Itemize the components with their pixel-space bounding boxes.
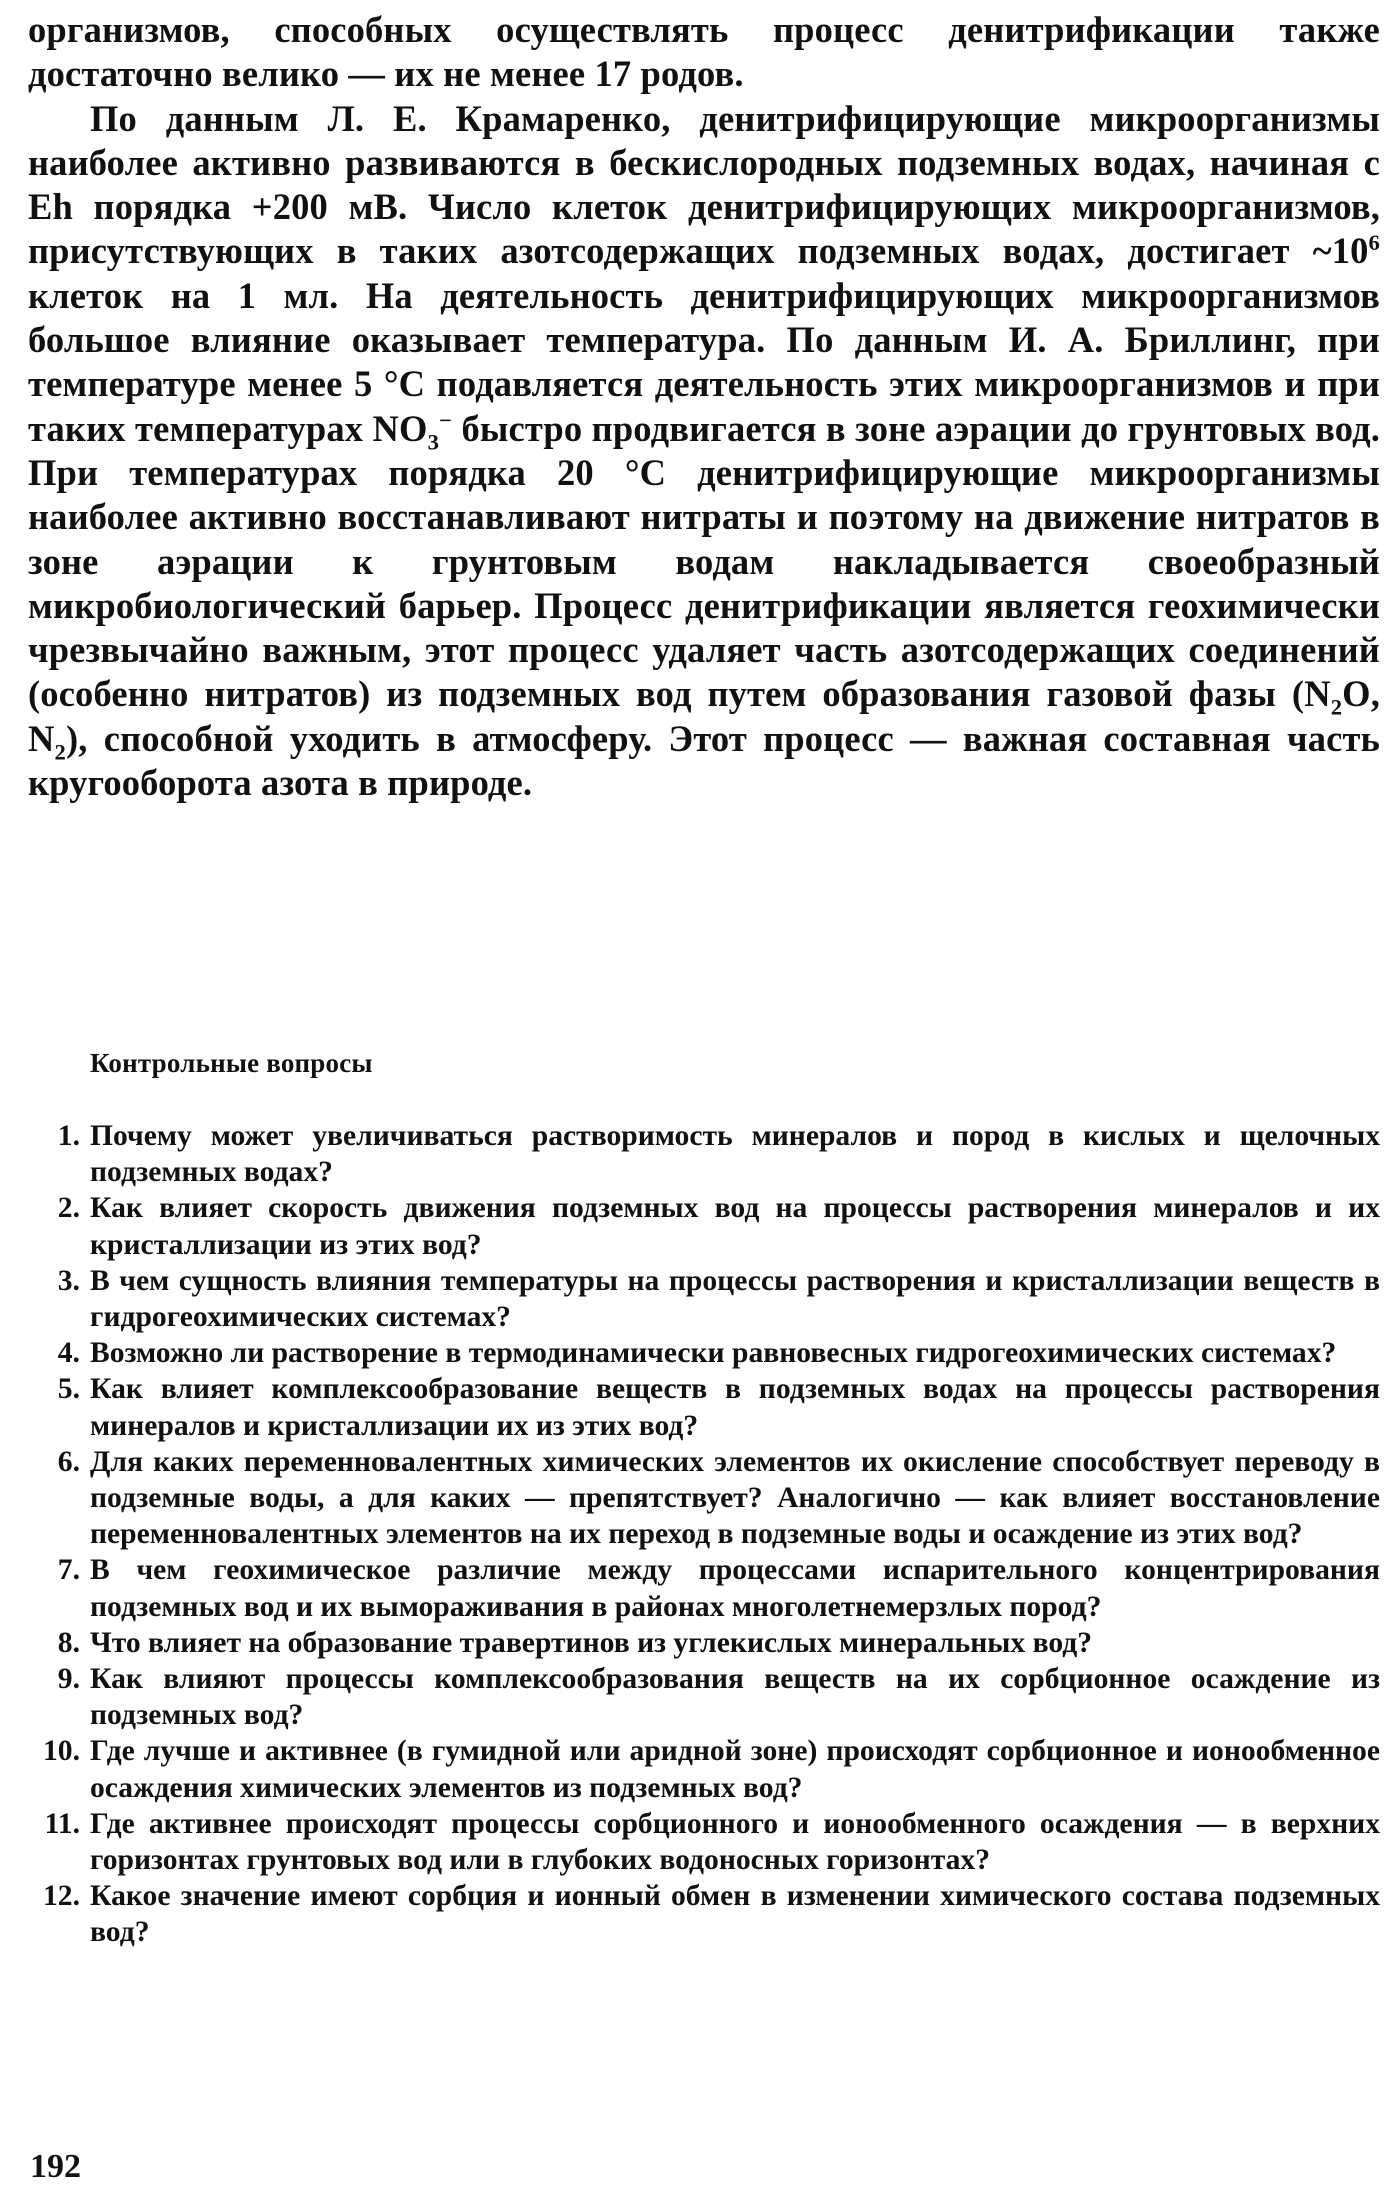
- question-number: 8.: [57, 1626, 80, 1659]
- question-item: [28, 1335, 1380, 1371]
- body-text: [28, 8, 1380, 805]
- paragraph-text: O, N: [28, 673, 1380, 759]
- question-text: Как влияет комплексообразование веществ в подземных водах на процессы растворения минералов и кристаллизации их из этих вод?: [90, 1373, 1380, 1442]
- question-text: Как влияют процессы комплексообразования веществ на их сорбционное осаждение из подземных вод?: [90, 1663, 1380, 1732]
- nitrate-subscript: 3: [427, 428, 440, 454]
- question-item: [28, 1806, 1380, 1878]
- paragraph-text: ), способной уходить в атмосферу. Этот процесс — важная составная часть кругооборота азота в природе.: [28, 717, 1380, 804]
- book-page: [28, 8, 1380, 2188]
- nitrate-charge: −: [439, 407, 453, 433]
- question-item: [28, 1625, 1380, 1661]
- page-number: 192: [30, 2148, 81, 2185]
- question-number: 9.: [57, 1663, 80, 1696]
- n2o-subscript: 2: [1330, 694, 1343, 720]
- question-number: 3.: [57, 1264, 80, 1297]
- n2-subscript: 2: [54, 739, 66, 765]
- question-number: 7.: [57, 1554, 80, 1587]
- question-text: Для каких переменновалентных химических элементов их окисление способствует переводу в подземные воды, а для каких — препятствует? Аналогично — как влияет восстановление переменновалентных элементов на их переход в подземные воды и осаждение из этих вод?: [90, 1445, 1380, 1551]
- question-item: [28, 1118, 1380, 1190]
- question-text: Что влияет на образование травертинов из углекислых минеральных вод?: [90, 1626, 1093, 1659]
- question-text: Где лучше и активнее (в гумидной или аридной зоне) происходят сорбционное и ионообменное осаждения химических элементов из подземных вод?: [90, 1735, 1380, 1804]
- question-number: 4.: [57, 1337, 80, 1370]
- question-text: В чем сущность влияния температуры на процессы растворения и кристаллизации веществ в гидрогеохимических системах?: [90, 1264, 1380, 1334]
- paragraph-denitrification: [28, 97, 1380, 806]
- section-title: Контрольные вопросы: [90, 1048, 373, 1078]
- exponent: 6: [1368, 230, 1380, 256]
- question-number: 1.: [57, 1120, 80, 1152]
- question-number: 2.: [57, 1192, 80, 1225]
- paragraph-continued: организмов, способных осуществлять процесс денитрификации также достаточно велико — их не менее 17 родов.: [28, 9, 1380, 95]
- paragraph-text: клеток на 1 мл. На деятельность денитрифицирующих микроорганизмов большое влияние оказывает температура. По данным И. А. Бриллинг, при температуре менее 5 °С подавляется деятельность этих микроорганизмов и при таких температурах NO: [28, 274, 1380, 449]
- question-text: Где активнее происходят процессы сорбционного и ионообменного осаждения — в верхних горизонтах грунтовых вод или в глубоких водоносных горизонтах?: [90, 1807, 1380, 1877]
- question-item: [28, 1263, 1380, 1335]
- question-item: [28, 1552, 1380, 1624]
- question-text: Почему может увеличиваться растворимость минералов и пород в кислых и щелочных подземных водах?: [90, 1120, 1380, 1189]
- question-number: 5.: [57, 1373, 80, 1406]
- questions-list: [28, 1118, 1380, 1951]
- paragraph-text: быстро продвигается в зоне аэрации до грунтовых вод. При температурах порядка 20 °С денитрифицирующие микроорганизмы наиболее активно восстанавливают нитраты и поэтому на движение нитратов в зоне аэрации к грунтовым водам накладывается своеобразный микробиологический барьер. Процесс денитрификации является геохимически чрезвычайно важным, этот процесс удаляет часть азотсодержащих соединений (особенно нитратов) из подземных вод путем образования газовой фазы (N: [28, 407, 1380, 715]
- paragraph-text: По данным Л. Е. Крамаренко, денитрифицирующие микроорганизмы наиболее активно развиваются в бескислородных подземных водах, начиная с Eh порядка +200 мВ. Число клеток денитрифицирующих микроорганизмов, присутствующих в таких азотсодержащих подземных водах, достигает ~10: [28, 97, 1380, 272]
- question-number: 6.: [57, 1445, 80, 1478]
- question-text: В чем геохимическое различие между процессами испарительного концентрирования подземных вод и их вымораживания в районах многолетнемерзлых пород?: [90, 1554, 1380, 1623]
- question-item: [28, 1661, 1380, 1733]
- question-number: 10.: [43, 1735, 80, 1768]
- question-item: [28, 1371, 1380, 1443]
- question-item: [28, 1190, 1380, 1262]
- question-item: [28, 1733, 1380, 1805]
- question-text: Возможно ли растворение в термодинамически равновесных гидрогеохимических системах?: [90, 1337, 1337, 1370]
- question-number: 12.: [43, 1880, 80, 1913]
- question-item: [28, 1878, 1380, 1950]
- question-item: [28, 1444, 1380, 1553]
- question-number: 11.: [44, 1807, 80, 1840]
- question-text: Какое значение имеют сорбция и ионный обмен в изменении химического состава подземных вод?: [90, 1880, 1380, 1949]
- question-text: Как влияет скорость движения подземных вод на процессы растворения минералов и их кристаллизации из этих вод?: [90, 1192, 1380, 1261]
